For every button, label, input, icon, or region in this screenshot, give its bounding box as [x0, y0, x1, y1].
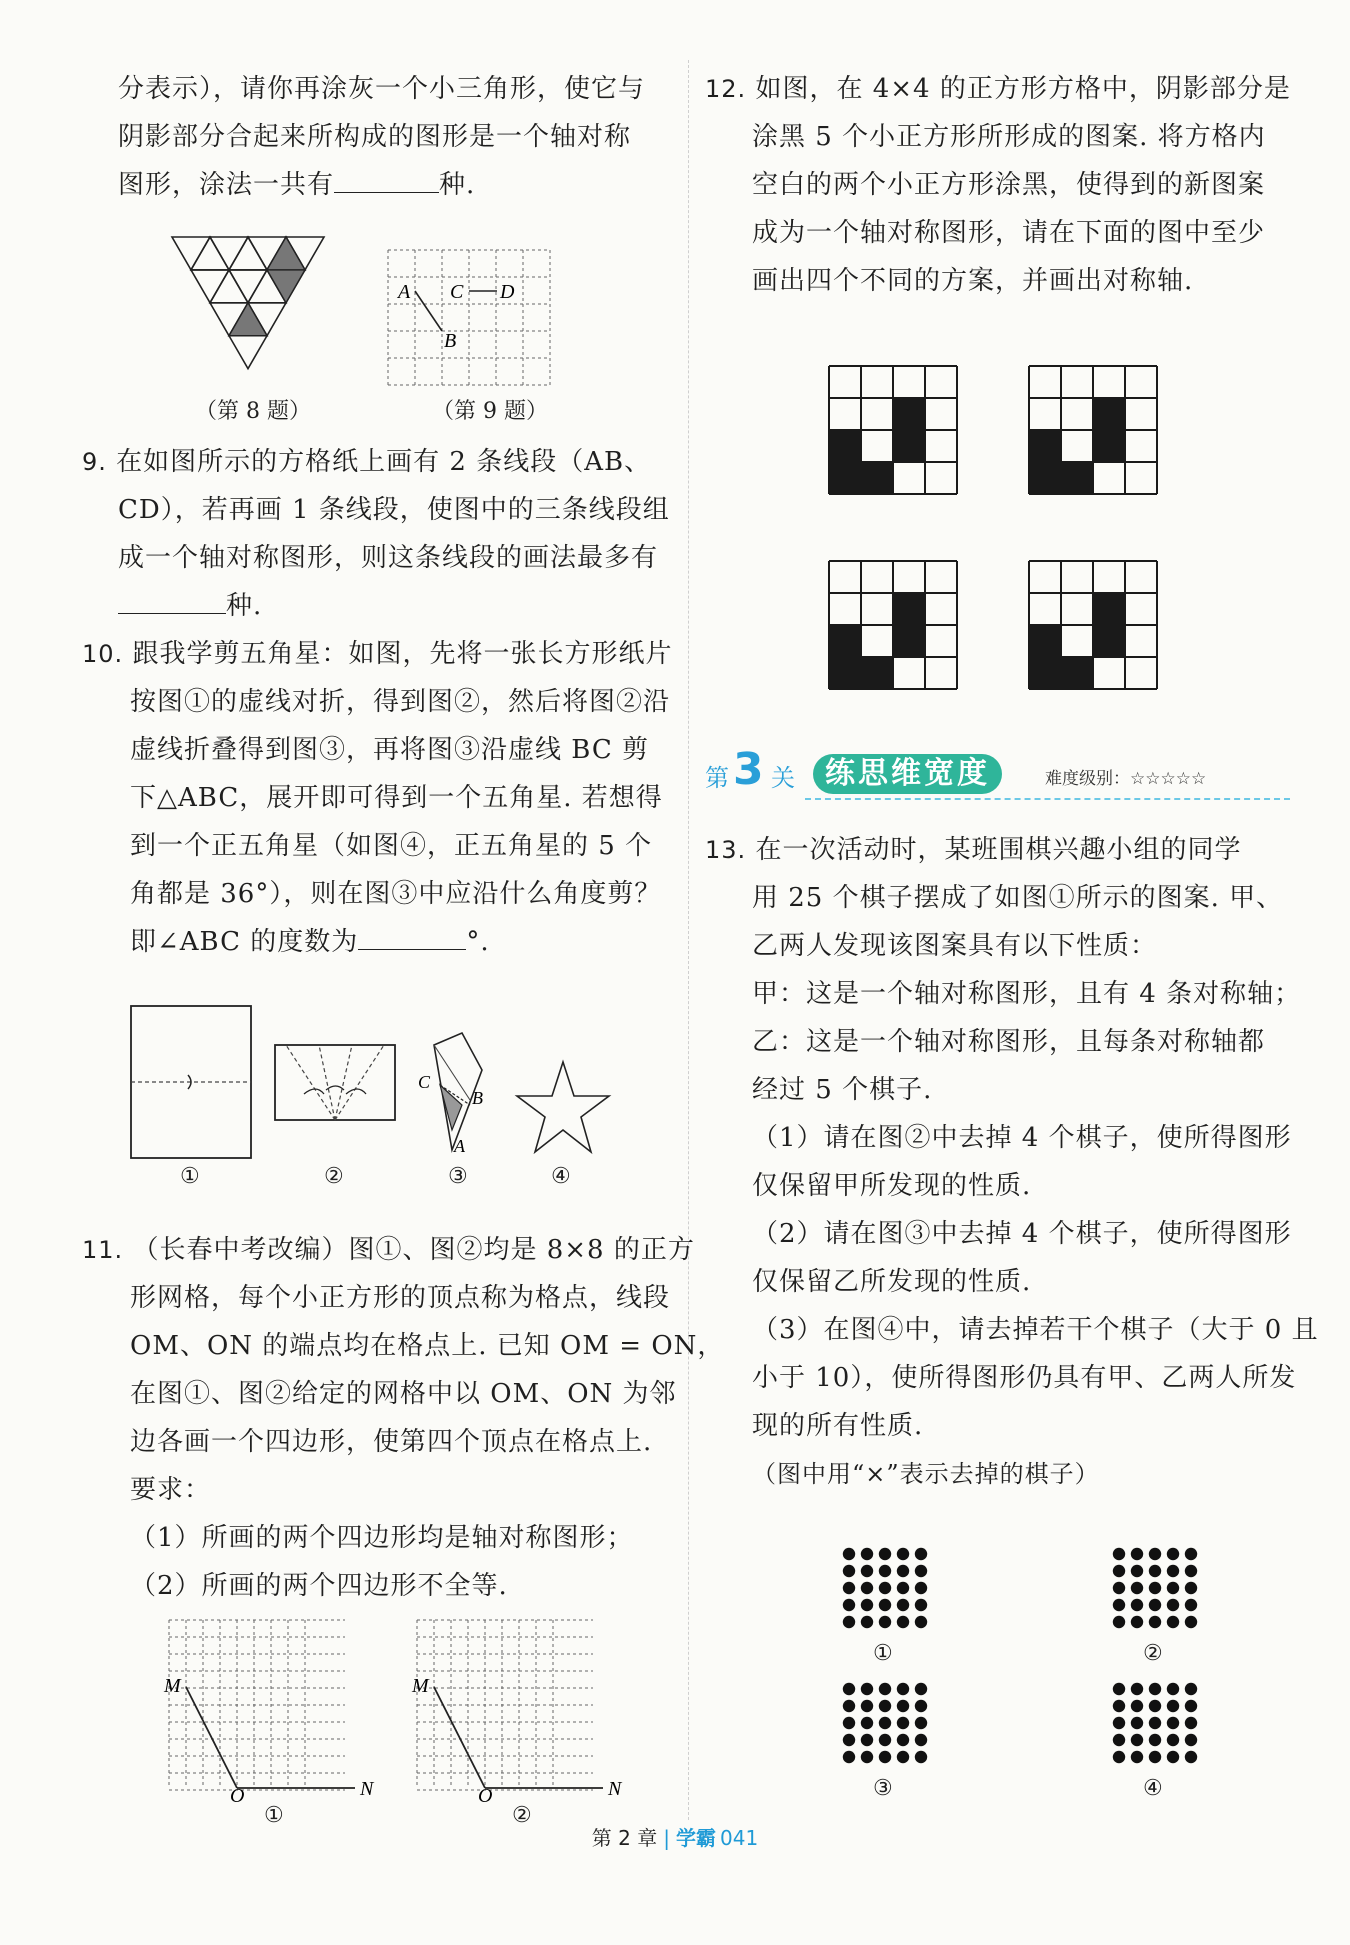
q13-line-8: 仅保留甲所发现的性质. [752, 1171, 1032, 1201]
q13-line-4: 甲：这是一个轴对称图形，且有 4 条对称轴； [752, 979, 1302, 1009]
q13-number: 13. [705, 836, 747, 864]
q10-figure-2-folded [274, 1044, 396, 1122]
q13-caption-1: ① [873, 1641, 893, 1666]
q12-grid-2 [1028, 365, 1158, 495]
q11-g2-label-m: M [412, 1675, 429, 1697]
q10-line-3: 虚线折叠得到图③，再将图③沿虚线 BC 剪 [130, 735, 650, 765]
section-difficulty: 难度级别：☆☆☆☆☆ [1045, 769, 1207, 789]
q13-line-3: 乙两人发现该图案具有以下性质： [752, 931, 1158, 961]
q11-grid-1 [160, 1620, 380, 1805]
figure-9-caption: （第 9 题） [432, 399, 548, 424]
q13-line-12: 小于 10），使所得图形仍具有甲、乙两人所发 [752, 1363, 1297, 1393]
footer-brand: 学霸 [676, 1826, 716, 1850]
q9-number: 9. [82, 448, 107, 476]
q10-caption-1: ① [180, 1164, 200, 1189]
q9-answer-blank[interactable] [118, 591, 226, 614]
fig9-label-c: C [450, 281, 464, 303]
q11-caption-2: ② [512, 1803, 532, 1828]
q11-g2-label-o: O [478, 1785, 493, 1807]
fig9-label-b: B [444, 330, 457, 352]
q13-line-14: （图中用“×”表示去掉的棋子） [752, 1460, 1100, 1488]
q10-line-7-end: °. [466, 927, 490, 957]
q12-line-3: 空白的两个小正方形涂黑，使得到的新图案 [752, 170, 1266, 200]
q11-g2-label-n: N [608, 1778, 622, 1800]
q11-line-5: 边各画一个四边形，使第四个顶点在格点上. [130, 1427, 653, 1457]
column-divider [688, 60, 689, 1820]
q8-line-2: 阴影部分合起来所构成的图形是一个轴对称 [118, 122, 632, 152]
q10-caption-3: ③ [448, 1164, 468, 1189]
q11-line-3: OM、ON 的端点均在格点上. 已知 OM = ON， [130, 1331, 725, 1361]
q13-line-13: 现的所有性质. [752, 1411, 924, 1441]
q11-g1-label-m: M [164, 1675, 181, 1697]
figure-8-caption: （第 8 题） [195, 399, 311, 424]
section-pre: 第 [705, 764, 729, 792]
q13-dots-4 [1110, 1680, 1200, 1770]
q13-line-6: 经过 5 个棋子. [752, 1075, 933, 1105]
q13-caption-4: ④ [1143, 1776, 1163, 1801]
q13-line-9: （2）请在图③中去掉 4 个棋子，使所得图形 [752, 1219, 1292, 1249]
q10-figure-1-paper [130, 1005, 252, 1160]
q11-line-2: 形网格，每个小正方形的顶点称为格点，线段 [130, 1283, 671, 1313]
q9-line-4 [118, 589, 262, 623]
section-banner [705, 744, 1295, 800]
q10-line-6: 角都是 36°），则在图③中应沿什么角度剪？ [130, 879, 662, 909]
q11-line-4: 在图①、图②给定的网格中以 OM、ON 为邻 [130, 1379, 677, 1409]
q8-answer-blank[interactable] [334, 170, 439, 193]
footer-page-number: 041 [720, 1826, 759, 1850]
q11-line-1 [82, 1233, 695, 1267]
q13-line-10: 仅保留乙所发现的性质. [752, 1267, 1032, 1297]
q12-line-1 [705, 72, 1291, 106]
q13-line-1 [705, 833, 1241, 867]
q13-caption-3: ③ [873, 1776, 893, 1801]
q11-g1-label-o: O [230, 1785, 245, 1807]
q13-line-2: 用 25 个棋子摆成了如图①所示的图案. 甲、 [752, 883, 1284, 913]
q13-dots-1 [840, 1545, 930, 1635]
q10-line-4: 下△ABC，展开即可得到一个五角星. 若想得 [130, 783, 663, 813]
q11-grid-2 [408, 1620, 628, 1805]
q10-line-7 [130, 925, 490, 959]
q10-caption-2: ② [324, 1164, 344, 1189]
section-underline [805, 798, 1290, 800]
q10-fig3-label-b: B [472, 1088, 483, 1108]
q13-dots-2 [1110, 1545, 1200, 1635]
q13-line-7: （1）请在图②中去掉 4 个棋子，使所得图形 [752, 1123, 1292, 1153]
q8-line-3-text: 图形，涂法一共有 [118, 170, 335, 200]
q11-number: 11. [82, 1236, 124, 1264]
q13-text-1: 在一次活动时，某班围棋兴趣小组的同学 [755, 835, 1242, 865]
q10-fig3-label-c: C [418, 1072, 431, 1092]
q10-line-2: 按图①的虚线对折，得到图②，然后将图②沿 [130, 687, 671, 717]
section-number: 3 [733, 744, 764, 795]
q10-fig3-label-a: A [454, 1136, 465, 1156]
figure-8-triangle-grid [170, 235, 330, 375]
q12-grid-4 [1028, 560, 1158, 690]
q10-line-5: 到一个正五角星（如图④，正五角星的 5 个 [130, 831, 653, 861]
q12-grid-1 [828, 365, 958, 495]
q12-line-4: 成为一个轴对称图形，请在下面的图中至少 [752, 218, 1266, 248]
q9-text-1: 在如图所示的方格纸上画有 2 条线段（AB、 [116, 447, 652, 477]
q10-figure-3-cut [412, 1030, 492, 1155]
q9-line-1 [82, 445, 651, 479]
q13-dots-3 [840, 1680, 930, 1770]
q10-text-7: 即∠ABC 的度数为 [130, 927, 359, 957]
q10-figure-4-star [515, 1060, 611, 1154]
fig9-label-a: A [398, 281, 411, 303]
q11-line-7: （1）所画的两个四边形均是轴对称图形； [130, 1523, 634, 1553]
q10-line-1 [82, 637, 672, 671]
q12-line-2: 涂黑 5 个小正方形所形成的图案. 将方格内 [752, 122, 1266, 152]
q8-line-3 [118, 168, 475, 202]
q10-caption-4: ④ [551, 1164, 571, 1189]
footer-separator: | [663, 1826, 670, 1850]
page-footer [0, 1822, 1350, 1851]
q12-line-5: 画出四个不同的方案，并画出对称轴. [752, 266, 1194, 296]
q11-line-6: 要求： [130, 1475, 212, 1505]
q13-line-5: 乙：这是一个轴对称图形，且每条对称轴都 [752, 1027, 1266, 1057]
q9-line-3: 成一个轴对称图形，则这条线段的画法最多有 [118, 543, 659, 573]
q8-line-1: 分表示），请你再涂灰一个小三角形，使它与 [118, 74, 646, 104]
section-post: 关 [771, 764, 795, 792]
q9-line-2: CD），若再画 1 条线段，使图中的三条线段组 [118, 495, 670, 525]
footer-chapter: 第 2 章 [591, 1826, 658, 1850]
q10-text-1: 跟我学剪五角星：如图，先将一张长方形纸片 [132, 639, 673, 669]
q11-text-1: （长春中考改编）图①、图②均是 8×8 的正方 [132, 1235, 695, 1265]
q13-line-11: （3）在图④中，请去掉若干个棋子（大于 0 且 [752, 1315, 1319, 1345]
q8-line-3-end: 种. [439, 170, 476, 200]
q13-caption-2: ② [1143, 1641, 1163, 1666]
q10-number: 10. [82, 640, 124, 668]
q9-line-4-end: 种. [226, 591, 263, 621]
q11-caption-1: ① [264, 1803, 284, 1828]
section-title: 练思维宽度 [813, 754, 1002, 794]
q12-number: 12. [705, 75, 747, 103]
q11-g1-label-n: N [360, 1778, 374, 1800]
figure-9-grid [388, 250, 552, 386]
q10-answer-blank[interactable] [358, 927, 466, 950]
q11-line-8: （2）所画的两个四边形不全等. [130, 1571, 508, 1601]
q12-grid-3 [828, 560, 958, 690]
fig9-label-d: D [500, 281, 515, 303]
q12-text-1: 如图，在 4×4 的正方形方格中，阴影部分是 [755, 74, 1291, 104]
